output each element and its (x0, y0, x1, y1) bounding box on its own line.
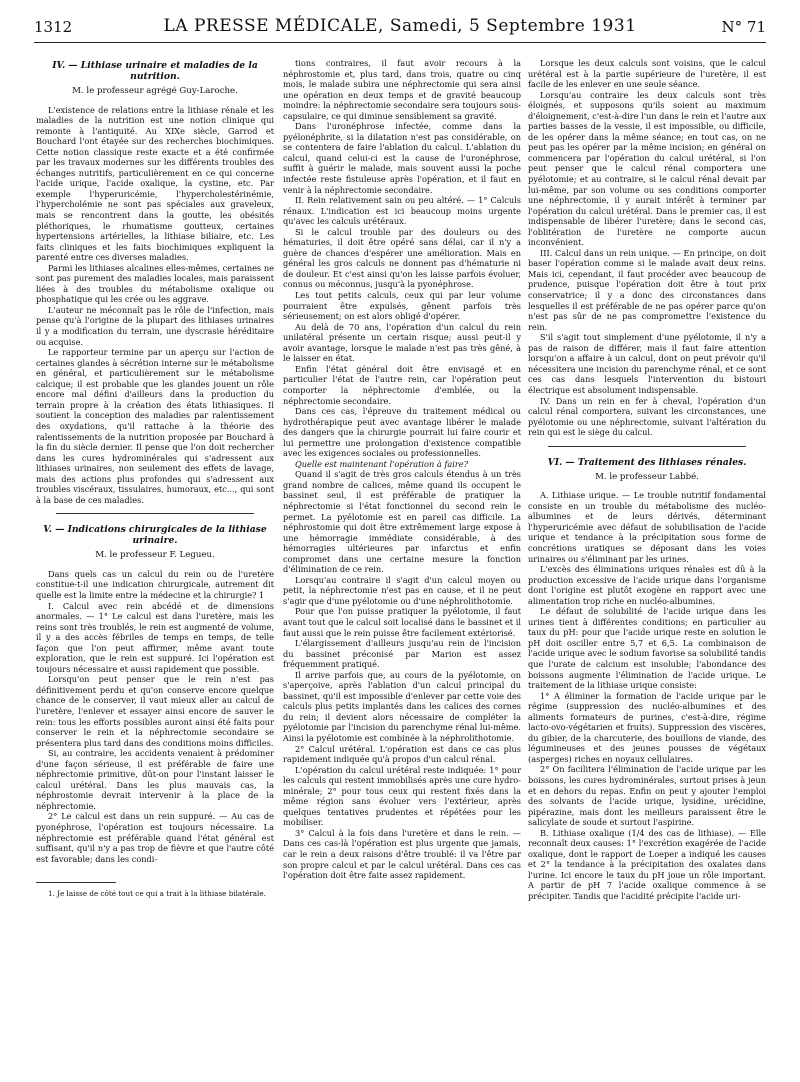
paragraph: Lorsque les deux calculs sont voisins, que le calcul urétéral est à la partie supérieure de l'uretère, il est facile de les enlever en une seule séance. (528, 58, 766, 90)
paragraph: Le rapporteur termine par un aperçu sur l'action de certaines glandes à sécrétion interne sur le métabolisme en général, et particulièrement sur le métabolisme calcique; il est probable que les glandes jouent un rôle encore mal défini d'ailleurs dans la production du terrain propre à la création des états lithiasiques. Il soutient la conception des maladies par ralentissement des oxydations, qu'il rattache à la théorie des ralentissements de la nutrition proposée par Bouchard à la fin du siècle dernier. Il pense que l'on doit rechercher dans les cures hydrominérales qui s'adressent aux lithiases urinaires, non seulement des effets de lavage, mais des actions plus profondes qui s'adressent aux troubles viscéraux, tissulaires, humoraux, etc..., qui sont à la base de ces maladies. (36, 347, 274, 505)
footnote: 1. Je laisse de côté tout ce qui a trait à la lithiase bilatérale. (48, 889, 266, 899)
page-header (34, 14, 766, 43)
page-number: 1312 (34, 18, 73, 36)
paragraph: L'existence de relations entre la lithiase rénale et les maladies de la nutrition est une notion clinique qui remonte à l'antiquité. Au XIXe siècle, Garrod et Bouchard l'ont étayée sur des recherches biochimiques. Cette notion classique reste exacte et a été confirmée par les travaux modernes sur les différents troubles des échanges nutritifs, particulièrement en ce qui concerne l'acide urique, l'acide oxalique, la cystine, etc. Par exemple l'hyperuricémie, l'hypercholestérinémie, l'hypercholémie ne sont pas spéciales aux graveleux, mais se rencontrent dans la goutte, les obésités pléthoriques, le rhumatisme goutteux, certaines hypertensions artérielles, la lithiase biliaire, etc. Les faits cliniques et les faits biochimiques expliquent la parenté entre ces diverses maladies. (36, 104, 274, 263)
paragraph: Parmi les lithiases alcalines elles-mêmes, certaines ne sont pas purement des maladies locales, mais paraissent liées à des troubles du métabolisme oxalique ou phosphatique qui les crée ou les aggrave. (36, 262, 274, 305)
paragraph: Pour que l'on puisse pratiquer la pyélotomie, il faut avant tout que le calcul soit localisé dans le bassinet et il faut aussi que le rein puisse être facilement extériorisé. (283, 606, 521, 638)
paragraph: 1° A éliminer la formation de l'acide urique par le régime (suppression des nucléo-albumines et des aliments formateurs de purines, c'est-à-dire, régime lacto-ovo-végétarien et fruits). Suppression des viscères, du gibier, de la charcuterie, des bouillons de viande, des légumineuses et des jeunes pousses de végétaux (asperges) riches en noyaux cellulaires. (528, 690, 766, 764)
paragraph: Lorsqu'au contraire les deux calculs sont très éloignés, et supposons qu'ils soient au maximum d'éloignement, c'est-à-dire l'un dans le rein et l'autre aux parties basses de la vessie, il est impossible, ou difficile, de les opérer dans la même séance; en tout cas, on ne peut pas les opérer par la même incision; en général on commencera par l'opération du calcul urétéral, si l'on peut penser que le calcul rénal comportera une pyélotomie; et au contraire, si le calcul rénal devait par lui-même, par son volume ou ses conditions comporter une néphrectomie, il y aurait intérêt à terminer par l'opération du calcul urétéral. Dans le premier cas, il est indispensable de libérer l'uretère; dans le second cas, l'oblitération de l'uretère ne comporte aucun inconvénient. (528, 89, 766, 248)
paragraph: Au delà de 70 ans, l'opération d'un calcul du rein unilatéral présente un certain risque; aussi peut-il y avoir avantage, lorsque le malade n'est pas très gêné, à le laisser en état. (283, 321, 521, 364)
section-title-vi: VI. — Traitement des lithiases rénales. (547, 456, 747, 468)
paragraph: 2° Calcul urétéral. L'opération est dans ce cas plus rapidement indiquée qu'à propos d'un calcul rénal. (283, 743, 521, 765)
paragraph: Dans ces cas, l'épreuve du traitement médical ou hydrothérapique peut avec avantage libérer le malade des dangers que la chirurgie pourrait lui faire courir et lui permettre une prolongation d'existence compatible avec les exigences sociales ou professionnelles. (283, 406, 521, 459)
author-labbe: M. le professeur Labbé. (595, 471, 699, 482)
column-1 (36, 58, 274, 898)
paragraph: Si le calcul trouble par des douleurs ou des hématuries, il doit être opéré sans délai, car il n'y a guère de chances d'espérer une amélioration. Mais en général les gros calculs ne donnent pas d'hématurie ni de douleur. Et c'est ainsi qu'on les laisse parfois évoluer, connus ou méconnus, jusqu'à la pyonéphrose. (283, 226, 521, 290)
paragraph: II. Rein relativement sain ou peu altéré. — 1° Calculs rénaux. L'indication est ici beaucoup moins urgente qu'avec les calculs urétéraux. (283, 195, 521, 227)
author-guy-laroche: M. le professeur agrégé Guy-Laroche. (72, 86, 238, 96)
paragraph: Enfin l'état général doit être envisagé et en particulier l'état de l'autre rein, car l'opération peut comporter la néphrectomie d'emblée, ou la néphrectomie secondaire. (283, 363, 521, 406)
paragraph: tions contraires, il faut avoir recours à la néphrostomie et, plus tard, dans trois, quatre ou cinq mois, le malade subira une néphrectomie qui sera ainsi une opération en deux temps et de gravité beaucoup moindre: la néphrectomie secondaire sera toujours sous-capsulaire, ce qui diminue sensiblement sa gravité. (283, 58, 521, 121)
section-title-v: V. — Indications chirurgicales de la lithiase urinaire. (43, 524, 267, 547)
paragraph: I. Calcul avec rein abcédé et de dimensions anormales. — 1° Le calcul est dans l'uretère, mais les reins sont très troublés, le rein est augmenté de volume, il y a des accès fébriles de temps en temps, de telle façon que l'on peut affirmer, même avant toute exploration, que le rein est suppuré. Ici l'opération est toujours nécessaire et aussi rapidement que possible. (36, 600, 274, 674)
paragraph: B. Lithiase oxalique (1/4 des cas de lithiase). — Elle reconnaît deux causes: 1° l'excrétion exagérée de l'acide oxalique, dont le rapport de Loeper a indiqué les causes et 2° la tendance à la précipitation des oxalates dans l'urine. Ici encore le taux du pH joue un rôle important. A partir de pH 7 l'acide oxalique commence à se précipiter. Tandis que l'acidité précipite l'acide uri- (528, 827, 766, 902)
section-title-iv: IV. — Lithiase urinaire et maladies de la nutrition. (52, 60, 258, 82)
paragraph: Quelle est maintenant l'opération à faire? (295, 458, 469, 469)
paragraph: L'excès des éliminations uriques rénales est dû à la production excessive de l'acide urique dans l'organisme dont l'origine est plutôt exogène en rapport avec une alimentation trop riche en nucléo-albumines. (528, 564, 766, 606)
paragraph: L'opération du calcul urétéral reste indiquée: 1° pour les calculs qui restent immobilisés après une cure hydro-minérale; 2° pour tous ceux qui restent fixés dans la même région sans évoluer vers l'extérieur, après quelques tentatives prudentes et répétées pour les mobiliser. (283, 764, 521, 828)
paragraph: A. Lithiase urique. — Le trouble nutritif fondamental consiste en un trouble du métabolisme des nucléo-albumines et de leurs dérivés, déterminant l'hyperuricémie avec défaut de solubilisation de l'acide urique et tendance à la précipitation sous forme de concrétions uratiques se déposant dans les voies urinaires ou s'éliminant par les urines. (528, 490, 766, 564)
author-legueu: M. le professeur F. Legueu. (95, 550, 215, 561)
paragraph: 2° Le calcul est dans un rein suppuré. — Au cas de pyonéphrose, l'opération est toujours nécessaire. La néphrectomie est préférable quand l'état général est suffisant, qu'il n'y a pas trop de fièvre et que l'autre côté est favorable; dans les condi- (36, 811, 274, 864)
paragraph: IV. Dans un rein en fer à cheval, l'opération d'un calcul rénal comportera, suivant les circonstances, une pyélotomie ou une néphrectomie, suivant l'altération du rein qui est le siège du calcul. (528, 395, 766, 438)
issue-number: N° 71 (721, 18, 766, 36)
paragraph: Les tout petits calculs, ceux qui par leur volume pourraient être expulsés, gênent parfois très sérieusement; on est alors obligé d'opérer. (283, 290, 521, 322)
paragraph: 2° On facilitera l'élimination de l'acide urique par les boissons, les cures hydrominérales, surtout prises à jeun et en dehors du repas. Enfin on peut y ajouter l'emploi des solvants de l'acide urique, lysidine, urécidine, pipérazine, mais dont les meilleurs paraissent être le salicylate de soude et surtout l'aspirine. (528, 764, 766, 828)
paragraph: Dans quels cas un calcul du rein ou de l'uretère constitue-t-il une indication chirurgicale, autrement dit quelle est la limite entre la médecine et la chirurgie? 1 (36, 568, 274, 600)
paragraph: L'élargissement d'ailleurs jusqu'au rein de l'incision du bassinet préconisé par Marion est assez fréquemment pratiqué. (283, 638, 521, 670)
paragraph: III. Calcul dans un rein unique. — En principe, on doit baser l'opération comme si le malade avait deux reins. Mais ici, cependant, il faut procéder avec beaucoup de prudence, puisque l'opération doit être à tout prix conservatrice; il y a donc des circonstances dans lesquelles il est préférable de ne pas opérer parce qu'on n'est pas sûr de ne pas compromettre l'existence du rein. (528, 247, 766, 332)
paragraph: L'auteur ne méconnaît pas le rôle de l'infection, mais pense qu'à l'origine de la plupart des lithiases urinaires il y a modification du terrain, une dyscrasie héréditaire ou acquise. (36, 304, 274, 347)
paragraph: S'il s'agit tout simplement d'une pyélotomie, il n'y a pas de raison de différer, mais il faut faire attention lorsqu'on a affaire à un calcul, dont on peut prévoir qu'il nécessitera une incision du parenchyme rénal, et ce sont ces cas dans lesquels l'intervention du bistouri électrique est absolument indispensable. (528, 332, 766, 395)
paragraph: Quand il s'agit de très gros calculs étendus à un très grand nombre de calices, même quand ils occupent le bassinet seul, il est préférable de pratiquer la néphrectomie si l'état fonctionnel du second rein le permet. La pyélotomie est en pareil cas difficile. La néphrostomie qui doit être extrêmement large expose à une hémorragie immédiate considérable, à des hémorragies ultérieures par infarctus et enfin compromet dans une certaine mesure la fonction d'élimination de ce rein. (283, 469, 521, 575)
paragraph: Si, au contraire, les accidents venaient à prédominer d'une façon sérieuse, il est préférable de faire une néphrectomie primitive, dût-on pour l'instant laisser le calcul urétéral. Dans les plus mauvais cas, la néphrostomie devrait intervenir à la place de la néphrectomie. (36, 748, 274, 811)
paragraph: Dans l'uronéphrose infectée, comme dans la pyélonéphrite, si la dilatation n'est pas considérable, on se contentera de faire l'ablation du calcul. L'ablation du calcul, quand celui-ci est la cause de l'uronéphrose, suffit à guérir le malade, mais souvent aussi la poche infectée reste fistuleuse après l'opération, et il faut en venir à la néphrectomie secondaire. (283, 121, 521, 195)
paragraph: Il arrive parfois que, au cours de la pyélotomie, on s'aperçoive, après l'ablation d'un calcul principal du bassinet, qu'il est impossible d'enlever par cette voie des calculs plus petits implantés dans les calices des cornes du rein; il devient alors nécessaire de compléter la pyélotomie par l'incision du parenchyme rénal lui-même. Ainsi la pyélotomie est combinée à la néphrolithotomie. (283, 669, 521, 743)
paragraph: Lorsqu'on peut penser que le rein n'est pas définitivement perdu et qu'on conserve encore quelque chance de le conserver, il vaut mieux aller au calcul de l'uretère, l'enlever et essayer ainsi encore de sauver le rein: tous les efforts possibles auront ainsi été faits pour conserver le rein et la néphrectomie secondaire se présentera plus tard dans des conditions moins difficiles. (36, 674, 274, 748)
journal-title: LA PRESSE MÉDICALE, Samedi, 5 Septembre 1931 (163, 16, 637, 36)
section-divider (56, 513, 254, 514)
section-divider (548, 446, 746, 447)
paragraph: 3° Calcul à la fois dans l'uretère et dans le rein. — Dans ces cas-là l'opération est plus urgente que jamais, car le rein a deux raisons d'être troublé: il va l'être par son propre calcul et par le calcul urétéral. Dans ces cas l'opération doit être faite assez rapidement. (283, 827, 521, 881)
paragraph: Lorsqu'au contraire il s'agit d'un calcul moyen ou petit, la néphrectomie n'est pas en cause, et il ne peut s'agir que d'une pyélotomie ou d'une néphrolithotomie. (283, 574, 521, 606)
column-3 (528, 58, 766, 902)
column-2 (283, 58, 521, 881)
paragraph: Le défaut de solubilité de l'acide urique dans les urines tient à différentes conditions; en particulier au taux du pH: pour que l'acide urique reste en solution le pH doit osciller entre 5,7 et 6,5. La combinaison de l'acide urique avec le sodium favorise sa solubilité tandis que l'urate de calcium est insoluble; l'abondance des boissons augmente l'élimination de l'acide urique. Le traitement de la lithiase urique consiste: (528, 606, 766, 691)
footnote-rule (36, 882, 116, 883)
